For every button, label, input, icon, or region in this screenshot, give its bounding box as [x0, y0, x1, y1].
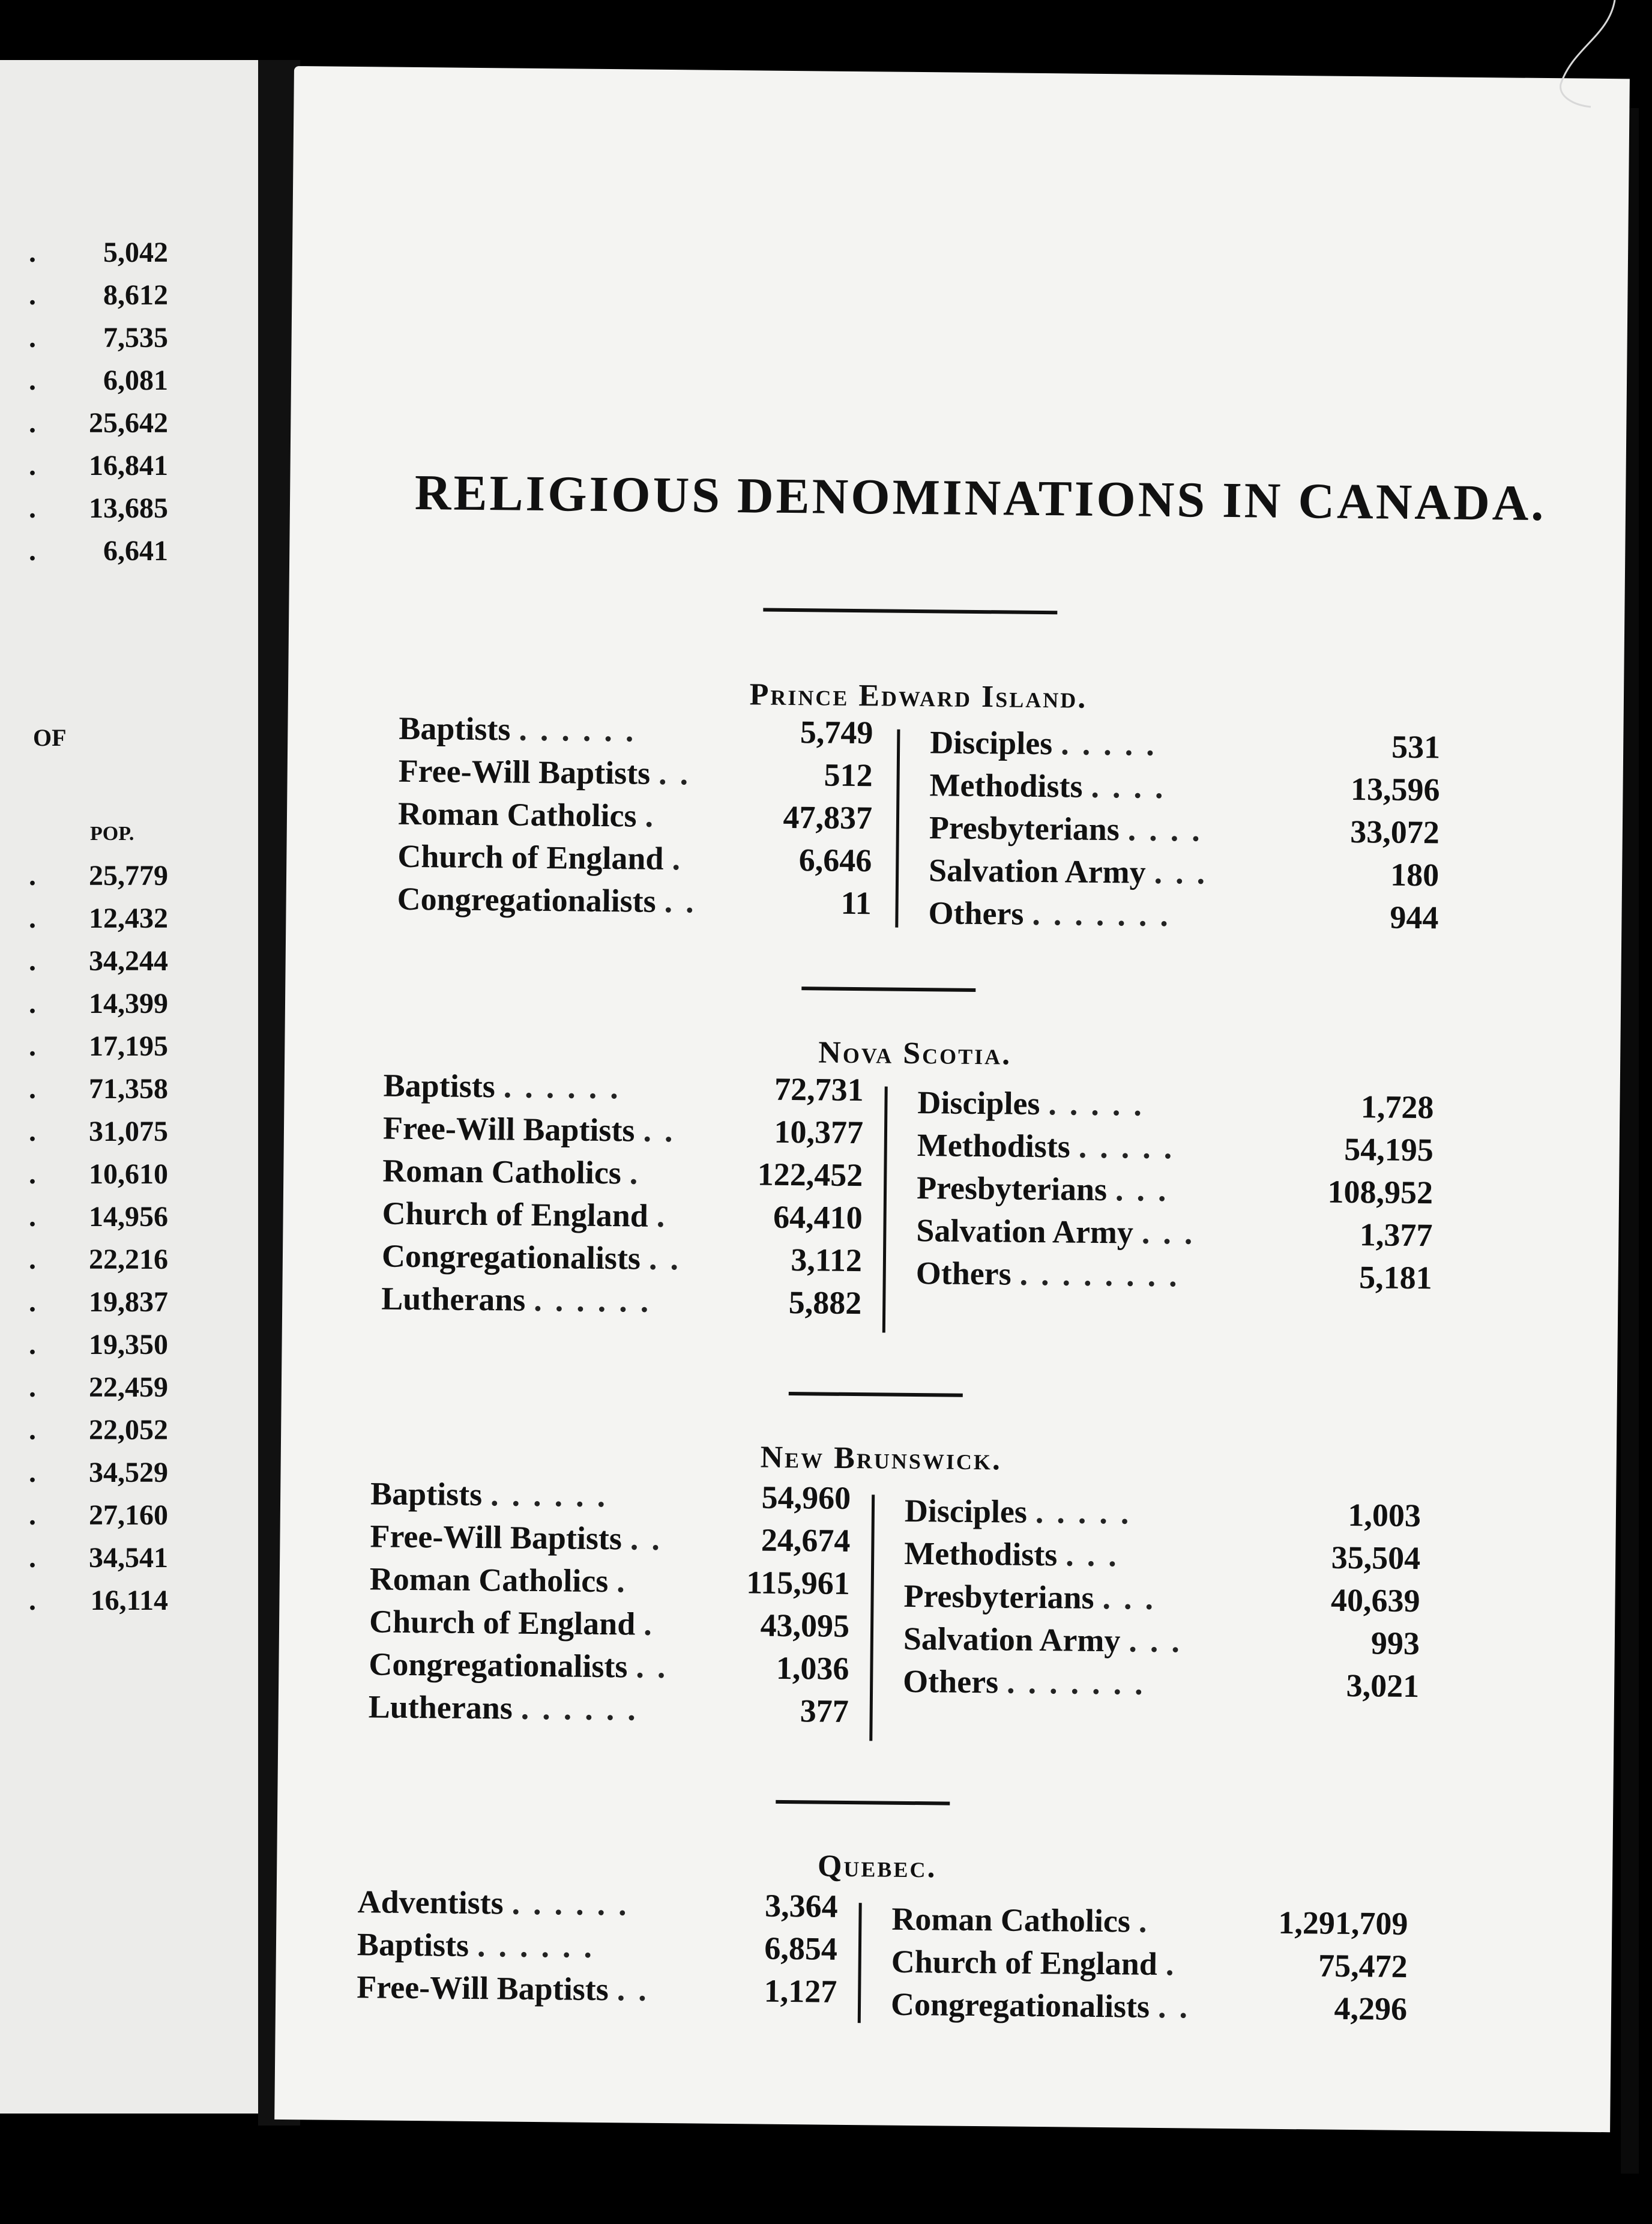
table-row: Roman Catholics . 115,961 — [369, 1561, 851, 1602]
left-pop-label: POP. — [90, 823, 134, 845]
scan-artifact-line — [1537, 0, 1621, 108]
table-row: Free-Will Baptists .. 1,127 — [357, 1969, 837, 2010]
table-row: Baptists ...... 6,854 — [357, 1926, 838, 1967]
left-pop-row: . 25,779 — [29, 860, 168, 892]
section-rule — [789, 1392, 963, 1397]
nb-left-column — [368, 1475, 851, 1735]
table-row: Others ....... 944 — [928, 895, 1439, 936]
table-row: Free-Will Baptists .. 10,377 — [382, 1110, 864, 1151]
left-heading-of: OF — [33, 724, 67, 751]
table-row: Methodists .... 13,596 — [929, 767, 1440, 808]
section-heading-quebec: Quebec. — [817, 1849, 937, 1885]
left-value-row: . 13,685 — [29, 492, 168, 524]
ns-right-column — [915, 1084, 1433, 1302]
left-pop-row: . 14,956 — [29, 1201, 168, 1233]
left-pop-values — [24, 854, 168, 1622]
left-pop-row: . 19,837 — [29, 1286, 168, 1318]
section-rule — [801, 987, 975, 992]
table-row: Free-Will Baptists .. 24,674 — [370, 1518, 851, 1559]
table-row: Methodists ... 35,504 — [903, 1535, 1421, 1577]
table-row: Congregationalists .. 4,296 — [890, 1986, 1408, 2027]
table-row: Baptists ...... 54,960 — [370, 1475, 851, 1517]
table-row: Salvation Army ... 993 — [903, 1620, 1420, 1662]
table-row: Congregationalists .. 3,112 — [381, 1237, 863, 1279]
left-pop-row: . 27,160 — [29, 1499, 168, 1531]
left-pop-row: . 14,399 — [29, 988, 168, 1020]
left-pop-row: . 34,529 — [29, 1457, 168, 1488]
left-top-values — [24, 231, 168, 572]
left-value-row: . 5,042 — [29, 237, 168, 268]
quebec-right-column — [891, 1900, 1408, 2033]
left-value-row: . 16,841 — [29, 450, 168, 482]
left-pop-row: . 22,052 — [29, 1414, 168, 1446]
pei-right-column — [928, 724, 1440, 941]
table-row: Roman Catholics . 1,291,709 — [891, 1900, 1408, 1942]
column-divider — [895, 730, 900, 928]
column-divider — [869, 1494, 875, 1741]
table-row: Congregationalists .. 11 — [397, 880, 872, 922]
ns-left-column — [381, 1067, 864, 1328]
table-row: Baptists ...... 5,749 — [399, 710, 873, 751]
column-divider — [858, 1903, 862, 2023]
table-row: Adventists ...... 3,364 — [357, 1884, 838, 1924]
table-row: Lutherans ...... 5,882 — [381, 1280, 862, 1322]
table-row: Roman Catholics . 122,452 — [382, 1152, 863, 1194]
left-pop-row: . 71,358 — [29, 1073, 168, 1105]
left-pop-row: . 34,541 — [29, 1542, 168, 1574]
left-pop-row: . 10,610 — [29, 1158, 168, 1190]
left-pop-row: . 31,075 — [29, 1116, 168, 1147]
left-pop-row: . 16,114 — [29, 1585, 168, 1616]
table-row: Disciples ..... 1,003 — [904, 1492, 1421, 1534]
left-value-row: . 6,641 — [29, 535, 168, 567]
section-heading-nova-scotia: Nova Scotia. — [818, 1035, 1012, 1072]
table-row: Salvation Army ... 180 — [928, 852, 1439, 893]
left-pop-row: . 22,459 — [29, 1371, 168, 1403]
left-pop-row: . 22,216 — [29, 1243, 168, 1275]
table-row: Church of England . 64,410 — [382, 1195, 863, 1236]
table-row: Lutherans ...... 377 — [368, 1688, 849, 1729]
table-row: Presbyterians ... 40,639 — [903, 1577, 1420, 1619]
left-value-row: . 6,081 — [29, 364, 168, 396]
left-value-row: . 7,535 — [29, 322, 168, 354]
section-heading-new-brunswick: New Brunswick. — [760, 1440, 1002, 1477]
column-divider — [882, 1087, 888, 1333]
table-row: Others ........ 5,181 — [915, 1255, 1433, 1296]
table-row: Church of England . 43,095 — [369, 1603, 850, 1644]
quebec-left-column — [357, 1883, 838, 2016]
table-row: Free-Will Baptists .. 512 — [398, 752, 873, 794]
left-pop-row: . 17,195 — [29, 1030, 168, 1062]
table-row: Church of England . 6,646 — [397, 838, 872, 879]
table-row: Disciples ..... 1,728 — [917, 1084, 1434, 1126]
table-row: Presbyterians ... 108,952 — [916, 1170, 1433, 1211]
page-title: RELIGIOUS DENOMINATIONS IN CANADA. — [414, 464, 1546, 532]
section-rule — [776, 1800, 950, 1805]
nb-right-column — [903, 1492, 1421, 1710]
section-heading-pei: Prince Edward Island. — [749, 677, 1088, 715]
table-row: Salvation Army ... 1,377 — [916, 1212, 1433, 1254]
table-row: Disciples ..... 531 — [929, 724, 1441, 766]
table-row: Church of England . 75,472 — [891, 1943, 1408, 1984]
table-row: Others ....... 3,021 — [902, 1663, 1420, 1705]
title-rule — [763, 608, 1057, 615]
table-row: Methodists ..... 54,195 — [917, 1127, 1434, 1168]
left-pop-row: . 12,432 — [29, 902, 168, 934]
pei-left-column — [397, 710, 873, 928]
left-pop-row: . 19,350 — [29, 1329, 168, 1361]
table-row: Congregationalists .. 1,036 — [369, 1646, 849, 1687]
left-value-row: . 8,612 — [29, 279, 168, 311]
table-row: Presbyterians .... 33,072 — [929, 809, 1440, 851]
left-value-row: . 25,642 — [29, 407, 168, 439]
left-pop-row: . 34,244 — [29, 945, 168, 977]
table-row: Roman Catholics . 47,837 — [397, 795, 873, 836]
table-row: Baptists ...... 72,731 — [383, 1067, 864, 1108]
right-page — [274, 66, 1630, 2132]
